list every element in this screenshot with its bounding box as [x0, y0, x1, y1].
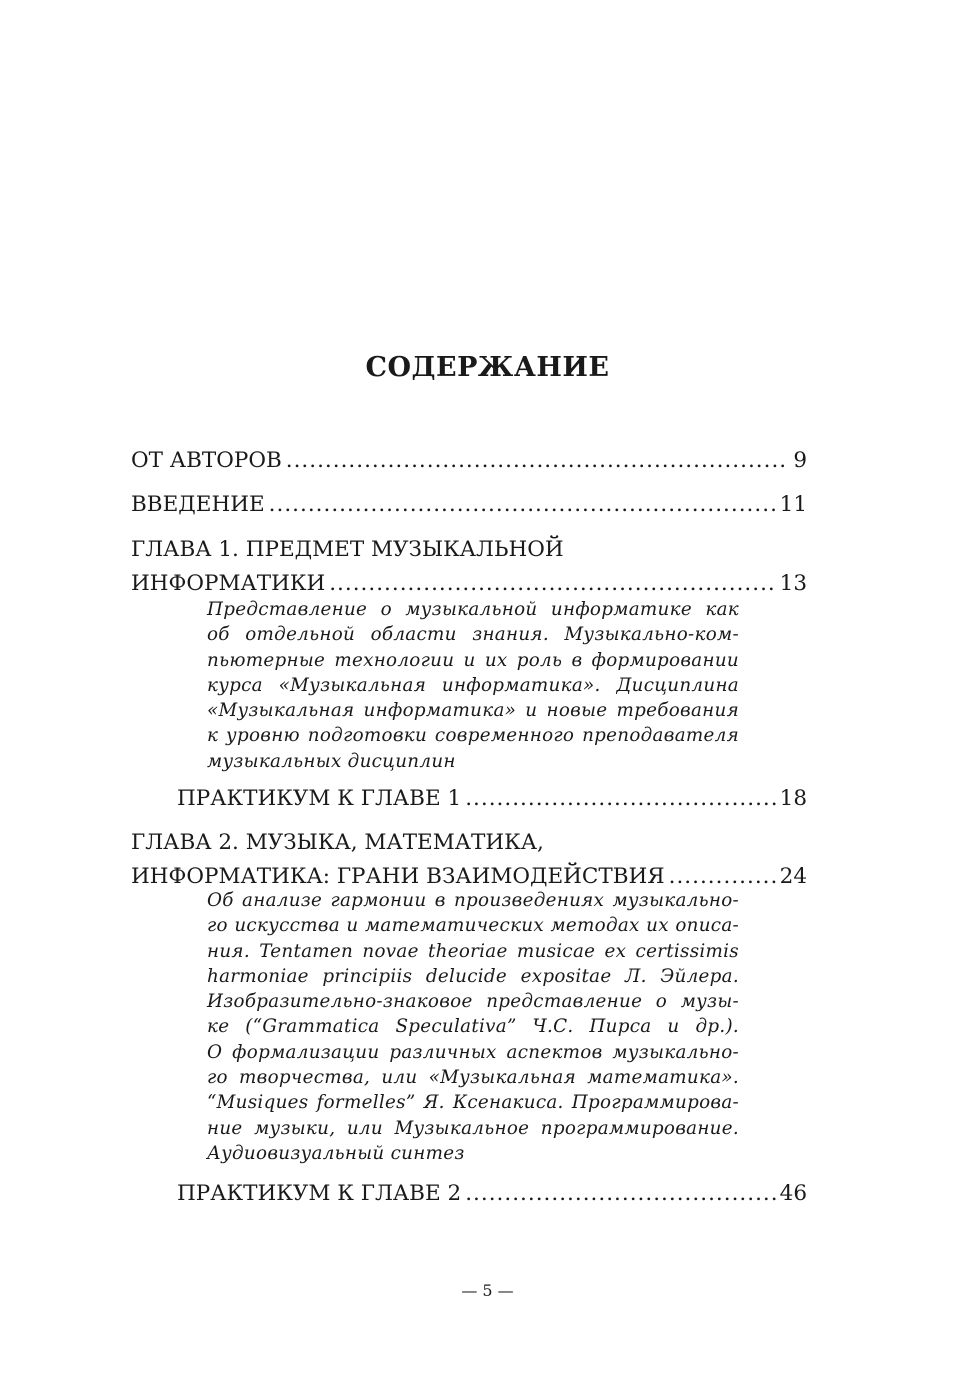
chapter-2-description: [207, 888, 739, 1166]
description-line: пьютерные технологии и их роль в формировании: [207, 649, 739, 671]
description-line: курса «Музыкальная информатика». Дисциплина: [207, 674, 739, 696]
toc-entry-label: ВВЕДЕНИЕ: [131, 492, 265, 517]
leader-dots: [329, 567, 775, 601]
toc-entry-label: ПРАКТИКУМ К ГЛАВЕ 1: [177, 786, 462, 811]
page-number-footer: — 5 —: [461, 1281, 514, 1300]
description-line: об отдельной области знания. Музыкально-ком-: [207, 624, 739, 646]
description-line: го искусства и математических методах их описа-: [207, 915, 739, 937]
description-line: ние музыки, или Музыкальное программирование.: [207, 1117, 739, 1139]
toc-entry-chapter-1[interactable]: [131, 533, 807, 601]
toc-entry-label: ГЛАВА 2. МУЗЫКА, МАТЕМАТИКА,: [131, 830, 544, 855]
toc-page-number: 13: [779, 571, 807, 596]
description-line: музыкальных дисциплин: [207, 750, 456, 772]
toc-entry-label-cont: ИНФОРМАТИКИ: [131, 571, 326, 596]
description-line: к уровню подготовки современного преподавателя: [207, 725, 739, 747]
leader-dots: [465, 1177, 775, 1211]
toc-page-number: 24: [779, 864, 807, 889]
leader-dots: [286, 444, 790, 478]
toc-entry-chapter-2[interactable]: [131, 826, 807, 894]
page-title: СОДЕРЖАНИЕ: [365, 352, 610, 383]
description-line: Представление о музыкальной информатике как: [207, 599, 739, 620]
toc-entry-authors[interactable]: [131, 444, 807, 478]
description-line: О формализации различных аспектов музыкально-: [207, 1041, 739, 1063]
description-line: Об анализе гармонии в произведениях музыкально-: [207, 890, 739, 911]
toc-entry-label: ОТ АВТОРОВ: [131, 448, 282, 473]
leader-dots: [269, 488, 776, 522]
toc-page-number: 9: [793, 448, 807, 473]
leader-dots: [465, 782, 775, 816]
toc-page-number: 46: [779, 1181, 807, 1206]
description-line: Аудиовизуальный синтез: [207, 1142, 465, 1164]
toc-entry-label: ПРАКТИКУМ К ГЛАВЕ 2: [177, 1181, 462, 1206]
description-line: го творчества, или «Музыкальная математика».: [207, 1067, 739, 1089]
chapter-1-description: [207, 597, 739, 774]
toc-entry-intro[interactable]: [131, 488, 807, 522]
description-line: harmoniae principiis delucide expositae Л. Эйлера.: [207, 965, 739, 987]
description-line: Изобразительно-знаковое представление о музы-: [207, 991, 739, 1013]
description-line: «Музыкальная информатика» и новые требования: [207, 700, 739, 722]
toc-entry-label-cont: ИНФОРМАТИКА: ГРАНИ ВЗАИМОДЕЙСТВИЯ: [131, 864, 665, 889]
toc-page-number: 18: [779, 786, 807, 811]
toc-entry-label: ГЛАВА 1. ПРЕДМЕТ МУЗЫКАЛЬНОЙ: [131, 537, 564, 562]
toc-entry-practicum-1[interactable]: [177, 782, 807, 816]
toc-page-number: 11: [779, 492, 807, 517]
description-line: “Musiques formelles” Я. Ксенакиса. Программирова-: [207, 1092, 739, 1114]
description-line: ния. Tentamen novae theoriae musicae ex certissimis: [207, 940, 739, 962]
toc-entry-practicum-2[interactable]: [177, 1177, 807, 1211]
description-line: ке (“Grammatica Speculativa” Ч.С. Пирса и др.).: [207, 1016, 739, 1038]
